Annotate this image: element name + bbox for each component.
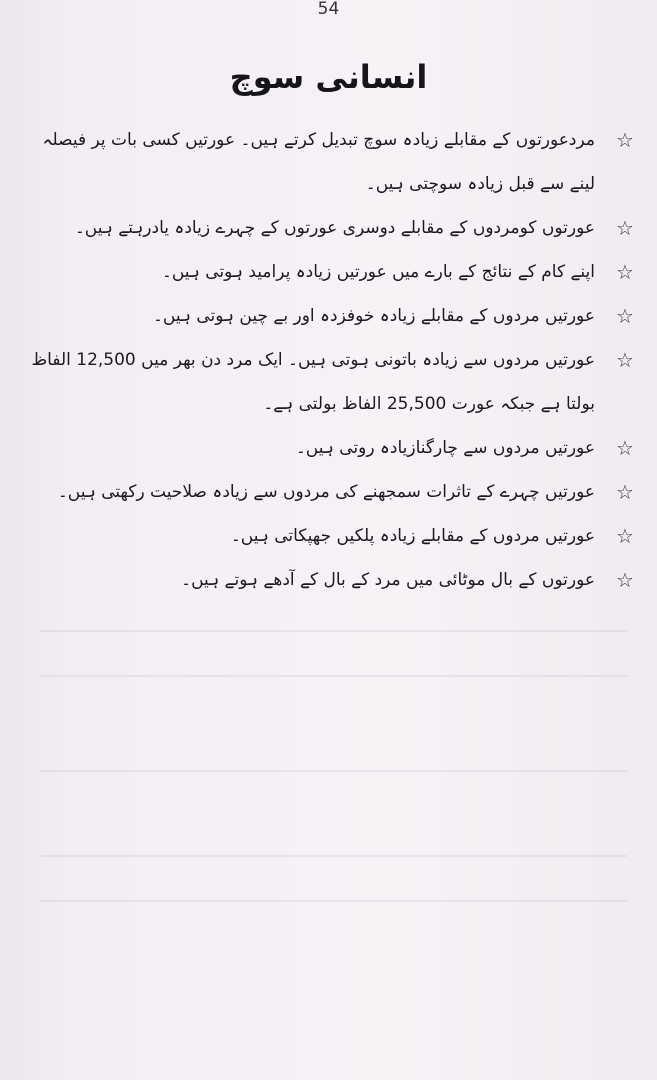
page-number: 54 [317, 0, 340, 19]
list-item-text: عورتیں مردوں سے زیادہ باتونی ہوتی ہیں۔ ایک مرد دن بھر میں 12,500 الفاظ بولتا ہے جبکہ عورت 25,500 الفاظ بولتی ہے۔ [31, 350, 595, 414]
list-item [30, 338, 634, 426]
list-item-text: اپنے کام کے نتائج کے بارے میں عورتیں زیادہ پرامید ہوتی ہیں۔ [161, 262, 595, 282]
list-item [30, 250, 634, 294]
bleed-through-line [40, 770, 627, 772]
list-item [30, 514, 634, 558]
list-item [30, 426, 634, 470]
bleed-through-line [40, 900, 627, 902]
list-item-text: عورتیں مردوں سے چارگنازیادہ روتی ہیں۔ [295, 438, 595, 458]
list-item [30, 294, 634, 338]
list-item [30, 206, 634, 250]
star-icon: ☆ [616, 216, 634, 240]
star-icon: ☆ [616, 260, 634, 284]
bleed-through-line [40, 630, 627, 632]
list-item-text: عورتوں کومردوں کے مقابلے دوسری عورتوں کے چہرے زیادہ یادرہتے ہیں۔ [74, 218, 595, 238]
list-item-text: عورتیں مردوں کے مقابلے زیادہ خوفزدہ اور بے چین ہوتی ہیں۔ [152, 306, 595, 326]
star-icon: ☆ [616, 436, 634, 460]
list-item [30, 118, 634, 206]
star-icon: ☆ [616, 524, 634, 548]
list-item-text: عورتیں چہرے کے تاثرات سمجھنے کی مردوں سے زیادہ صلاحیت رکھتی ہیں۔ [57, 482, 595, 502]
star-icon: ☆ [616, 304, 634, 328]
list-item-text: عورتوں کے بال موٹائی میں مرد کے بال کے آدھے ہوتے ہیں۔ [181, 570, 595, 590]
star-icon: ☆ [616, 348, 634, 372]
list-item-text: عورتیں مردوں کے مقابلے زیادہ پلکیں جھپکاتی ہیں۔ [230, 526, 595, 546]
star-icon: ☆ [616, 128, 634, 152]
list-item [30, 470, 634, 514]
page-title: انسانی سوچ [229, 58, 428, 96]
list-item [30, 558, 634, 602]
bleed-through-line [40, 855, 627, 857]
bleed-through-line [40, 675, 627, 677]
star-icon: ☆ [616, 480, 634, 504]
facts-list [30, 118, 634, 602]
list-item-text: مردعورتوں کے مقابلے زیادہ سوچ تبدیل کرتے ہیں۔ عورتیں کسی بات پر فیصلہ لینے سے قبل زیادہ سوچتی ہیں۔ [42, 130, 595, 194]
star-icon: ☆ [616, 568, 634, 592]
